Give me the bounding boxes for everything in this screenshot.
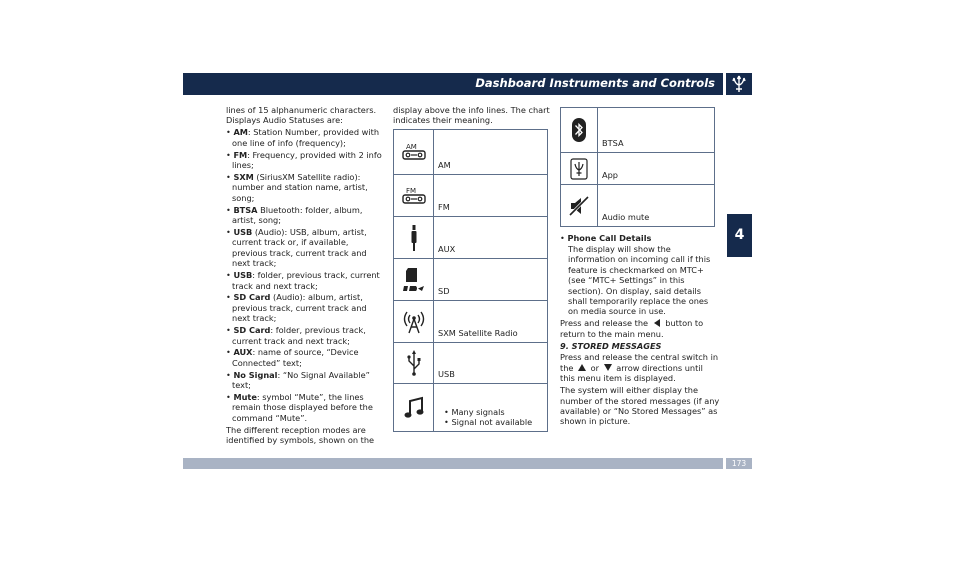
usb-icon	[406, 350, 422, 376]
logo-box	[726, 73, 752, 95]
list-item-term: AM	[233, 127, 248, 138]
list-item: • AUX: name of source, “Device Connected” text;	[226, 347, 359, 368]
table-row	[561, 153, 715, 185]
list-item-text: : folder, previous track, current track and next track;	[232, 325, 366, 346]
aux-jack-icon	[409, 224, 419, 252]
list-item-text: : Station Number, provided with one line of info (frequency);	[232, 127, 380, 148]
table-label: AUX	[434, 217, 548, 259]
svg-text:AM: AM	[405, 143, 417, 151]
list-item-text: Bluetooth: folder, album, artist, song;	[232, 204, 363, 226]
list-item-text: : Frequency, provided with 2 info lines;	[232, 149, 382, 171]
list-item-text: (SiriusXM Satellite radio): number and station name, artist, song;	[232, 171, 368, 203]
list-item-text: : symbol “Mute”, the lines remain those displayed before the command “Mute”.	[232, 392, 373, 423]
table-row	[394, 384, 548, 432]
table-row	[394, 343, 548, 384]
phone-call-details: • Phone Call Details	[560, 233, 652, 243]
page-number-box	[726, 458, 752, 469]
list-item: • Mute: symbol “Mute”, the lines remain those displayed before the command “Mute”.	[226, 392, 373, 423]
table-label: BTSA	[598, 108, 715, 153]
satellite-antenna-icon	[402, 309, 426, 335]
list-item-term: USB	[233, 226, 253, 237]
bluetooth-icon	[571, 117, 587, 143]
reception-mode-table-cont	[560, 107, 715, 227]
table-row	[394, 301, 548, 343]
table-row	[561, 185, 715, 227]
footer-bar	[183, 458, 723, 469]
stored-messages-instruction: Press and release the central switch in the or arrow directions until this menu item is displayed.	[560, 352, 719, 384]
list-item-term: USB	[233, 270, 253, 281]
mute-speaker-icon	[568, 195, 590, 217]
sd-card-icon	[402, 266, 426, 294]
list-item-text: (Audio): USB, album, artist, current track or, if available, previous track, current track and next track;	[232, 226, 367, 269]
list-item-term: No Signal	[233, 369, 278, 380]
arrow-down-icon	[604, 364, 612, 371]
list-item: • Signal not available	[438, 417, 543, 427]
list-item-text: : “No Signal Available” text;	[232, 369, 370, 391]
table-row	[394, 259, 548, 301]
list-item-term: AUX	[233, 347, 253, 358]
list-item: • SD Card: folder, previous track, current track and next track;	[226, 325, 366, 346]
table-row	[561, 108, 715, 153]
table-label: SXM Satellite Radio	[434, 301, 548, 343]
app-trident-icon	[570, 158, 588, 180]
list-item-text: : name of source, “Device Connected” text;	[232, 347, 359, 368]
reception-mode-table	[393, 129, 548, 432]
table-label: SD	[434, 259, 548, 301]
list-item: • AM: Station Number, provided with one line of info (frequency);	[226, 127, 380, 148]
list-item: • Many signals	[438, 407, 543, 417]
chart-intro-text: display above the info lines. The chart indicates their meaning.	[393, 105, 550, 126]
list-item: • No Signal: “No Signal Available” text;	[226, 369, 370, 391]
arrow-up-icon	[578, 364, 586, 371]
outro-text: The different reception modes are identified by symbols, shown on the	[226, 424, 375, 446]
stored-messages-display-text: The system will either display the number of the stored messages (if any available) or “No Stored Messages” as shown in picture.	[560, 385, 720, 427]
section-title: Dashboard Instruments and Controls	[475, 76, 715, 90]
list-item-term: SD Card	[233, 325, 271, 336]
list-item: • USB: folder, previous track, current track and next track;	[226, 270, 380, 291]
list-item-term: FM	[233, 149, 248, 160]
table-row	[394, 175, 548, 217]
list-item: • SD Card (Audio): album, artist, previous track, current track and next track;	[226, 292, 367, 324]
table-label: AM	[434, 130, 548, 175]
table-row	[394, 217, 548, 259]
list-item-term: BTSA	[233, 204, 258, 215]
column-3	[560, 233, 720, 428]
list-item-text: : folder, previous track, current track and next track;	[232, 270, 380, 291]
return-instruction: Press and release the button to return to the main menu.	[560, 318, 704, 339]
column-2	[393, 105, 553, 127]
list-item: • FM: Frequency, provided with 2 info lines;	[226, 149, 382, 171]
list-item: • BTSA Bluetooth: folder, album, artist, song;	[226, 204, 363, 226]
audio-status-list	[226, 127, 386, 423]
table-label: App	[598, 153, 715, 185]
arrow-left-icon	[653, 319, 661, 327]
fm-radio-icon	[402, 186, 426, 206]
header-bar	[183, 73, 723, 95]
table-label: FM	[434, 175, 548, 217]
music-note-icon	[403, 396, 425, 420]
table-label: Audio mute	[598, 185, 715, 227]
table-row	[394, 130, 548, 175]
chapter-tab: 4	[727, 214, 752, 257]
list-item: • USB (Audio): USB, album, artist, current track or, if available, previous track, current track and next track;	[226, 226, 367, 269]
list-item-text: (Audio): album, artist, previous track, current track and next track;	[232, 292, 367, 324]
phone-call-term: Phone Call Details	[567, 233, 652, 243]
trident-logo-icon	[732, 75, 746, 93]
stored-messages-heading: 9. STORED MESSAGES	[560, 340, 662, 351]
list-item: • SXM (SiriusXM Satellite radio): number and station name, artist, song;	[226, 171, 368, 203]
am-radio-icon	[402, 142, 426, 162]
phone-call-text: The display will show the information on incoming call if this feature is checkmarked on MTC+ (see “MTC+ Settings” in this section). On display, said details shall temporarily replace the ones on media source in use.	[568, 243, 711, 317]
table-label: USB	[434, 343, 548, 384]
svg-text:FM: FM	[405, 186, 416, 195]
intro-text: lines of 15 alphanumeric characters. Displays Audio Statuses are:	[226, 105, 377, 126]
list-item-term: SD Card	[233, 292, 271, 303]
column-1	[226, 105, 386, 447]
page-number: 173	[731, 459, 747, 468]
table-cell-list	[434, 384, 548, 432]
list-item-term: SXM	[233, 171, 254, 182]
list-item-term: Mute	[233, 392, 257, 403]
